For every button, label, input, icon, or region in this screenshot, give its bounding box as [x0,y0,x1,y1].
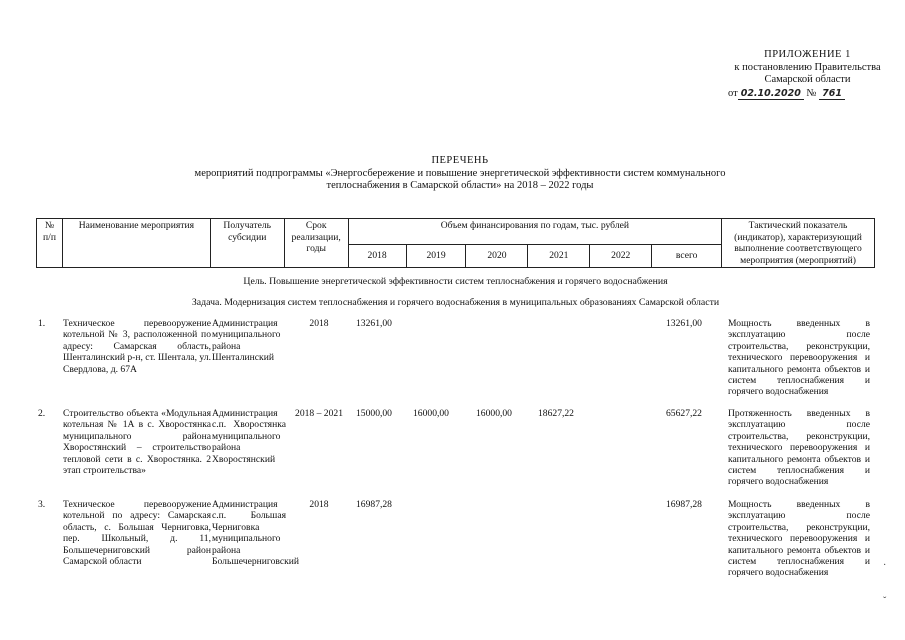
row-indicator: Мощность введенных в эксплуатацию после строительства, реконструкции, технического перевооружения и капитального ремонта объектов и систем теплоснабжения и горячего водоснабжения [728,318,870,398]
row-funding-2019: 16000,00 [413,408,449,419]
row-name: Техническое перевооружение котельной по адресу: Самарская область, с. Большая Черниговка, пер. Школьный, д. 11, Большечерниговский район Самарской области [63,499,211,568]
header-col-name: Наименование мероприятия [62,219,210,268]
row-recipient: Администрация с.п. Большая Черниговка муниципального района Большечерниговский [212,499,300,568]
header-year-2022: 2022 [590,245,652,268]
row-indicator: Протяженность введенных в эксплуатацию после строительства, реконструкции, технического перевооружения и капитального ремонта объектов и систем теплоснабжения и горячего водоснабжения [728,408,870,488]
row-term: 2018 [309,318,329,329]
header-year-2018: 2018 [348,245,406,268]
task-line: Задача. Модернизация систем теплоснабжения и горячего водоснабжения в муниципальных образованиях Самарской области [191,297,720,308]
row-term: 2018 – 2021 [295,408,343,419]
appendix-date-line [700,88,885,101]
header-year-2020: 2020 [466,245,528,268]
row-funding-2018: 13261,00 [356,318,392,329]
row-term: 2018 [309,499,329,510]
row-funding-2021: 18627,22 [538,408,574,419]
row-number: 2. [38,408,46,419]
row-recipient: Администрация муниципального района Шенталинский [212,318,281,364]
title-subtitle-1: мероприятий подпрограммы «Энергосбережение и повышение энергетической эффективности систем коммунального [194,167,726,179]
title-subtitle-2: теплоснабжения в Самарской области» на 2018 – 2022 годы [326,180,594,191]
appendix-block [700,49,885,100]
handwritten-date: 02.10.2020 [738,88,804,100]
goal-line: Цель. Повышение энергетической эффективности систем теплоснабжения и горячего водоснабжения [243,276,668,287]
row-funding-2018: 16987,28 [356,499,392,510]
appendix-region: Самарской области [764,74,851,85]
title-heading: ПЕРЕЧЕНЬ [431,155,489,166]
header-table [36,218,875,268]
row-name: Строительство объекта «Модульная котельная № 1А в с. Хворостянка муниципального района Хворостянский – строительство тепловой сети в с. Хворостянка. 2 этап строительства» [63,408,211,477]
row-indicator: Мощность введенных в эксплуатацию после строительства, реконструкции, технического перевооружения и капитального ремонта объектов и систем теплоснабжения и горячего водоснабжения [728,499,870,579]
date-prefix: от [728,87,738,99]
row-funding-2018: 15000,00 [356,408,392,419]
row-number: 1. [38,318,46,329]
row-recipient: Администрация с.п. Хворостянка муниципального района Хворостянский [212,408,286,465]
header-col-term: Срок реализации, годы [284,219,348,268]
row-number: 3. [38,499,46,510]
appendix-title: ПРИЛОЖЕНИЕ 1 [764,49,851,60]
number-prefix: № [806,87,817,99]
row-name: Техническое перевооружение котельной № 3, расположенной по адресу: Самарская область, Шенталинский р-н, ст. Шентала, ул. Свердлова, д. 67А [63,318,211,375]
header-year-2021: 2021 [528,245,590,268]
header-year-total: всего [652,245,722,268]
appendix-resolution: к постановлению Правительства [734,61,881,73]
scan-mark: ˇ [883,596,887,607]
header-col-funding: Объем финансирования по годам, тыс. рублей [348,219,721,245]
row-funding-total: 13261,00 [666,318,702,329]
header-col-recipient: Получатель субсидии [210,219,284,268]
scan-mark: · [883,560,887,571]
row-funding-2020: 16000,00 [476,408,512,419]
row-funding-total: 16987,28 [666,499,702,510]
header-col-number: № п/п [37,219,63,268]
header-year-2019: 2019 [406,245,466,268]
row-funding-total: 65627,22 [666,408,702,419]
header-col-indicator: Тактический показатель (индикатор), характеризующий выполнение соответствующего мероприятия (мероприятий) [722,219,875,268]
document-title [150,155,770,193]
handwritten-number: 761 [819,88,845,100]
